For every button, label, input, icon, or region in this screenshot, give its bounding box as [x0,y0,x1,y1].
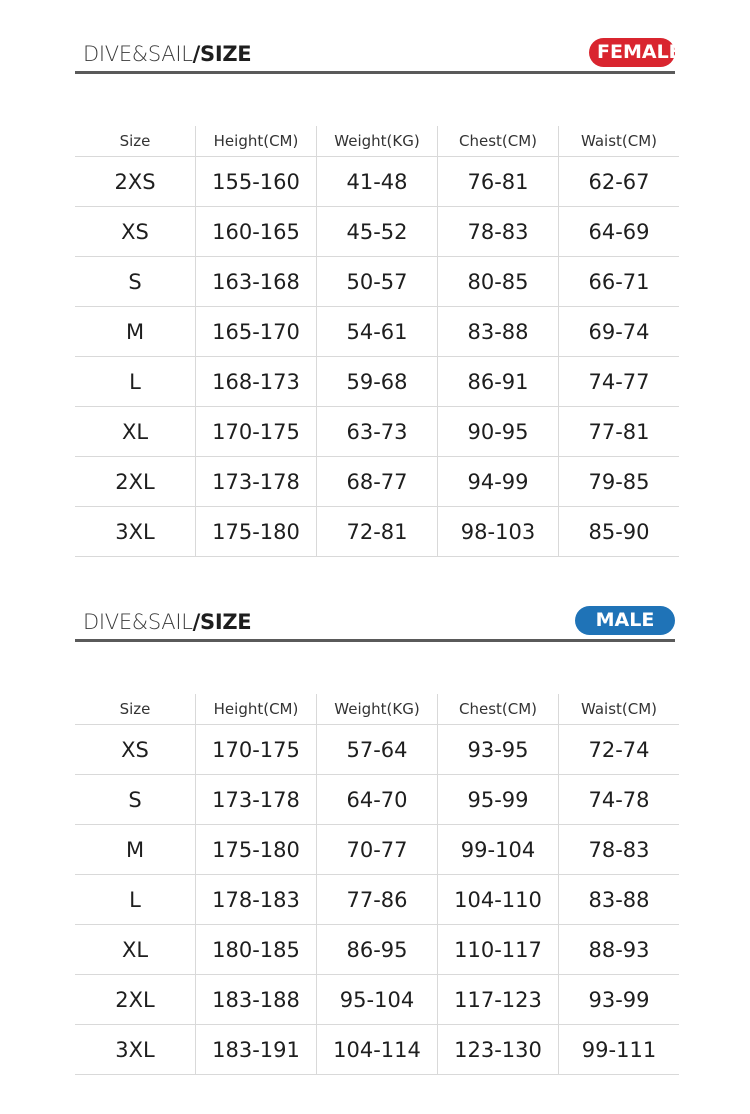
column-header-weight: Weight(KG) [317,694,438,725]
cell-chest: 117-123 [438,975,559,1025]
cell-height: 168-173 [196,357,317,407]
cell-size: 2XL [75,457,196,507]
table-row [75,825,679,875]
male-size-table [75,694,679,1075]
cell-size: XL [75,407,196,457]
cell-waist: 74-77 [559,357,680,407]
brand-size-suffix: /SIZE [192,42,252,66]
cell-height: 173-178 [196,457,317,507]
cell-chest: 98-103 [438,507,559,557]
cell-weight: 50-57 [317,257,438,307]
table-header-row [75,694,679,725]
cell-chest: 93-95 [438,725,559,775]
table-row [75,725,679,775]
cell-chest: 95-99 [438,775,559,825]
male-badge: MALE [575,606,675,635]
cell-waist: 62-67 [559,157,680,207]
cell-waist: 85-90 [559,507,680,557]
cell-waist: 99-111 [559,1025,680,1075]
cell-size: 2XL [75,975,196,1025]
column-header-chest: Chest(CM) [438,694,559,725]
brand-name: DIVE&SAIL [83,42,193,66]
table-header-row [75,126,679,157]
cell-size: 3XL [75,507,196,557]
table-row [75,357,679,407]
cell-height: 163-168 [196,257,317,307]
cell-waist: 74-78 [559,775,680,825]
female-brand-title [83,42,251,66]
cell-height: 165-170 [196,307,317,357]
female-section-header [75,31,682,74]
cell-size: L [75,875,196,925]
cell-waist: 64-69 [559,207,680,257]
column-header-size: Size [75,126,196,157]
cell-chest: 110-117 [438,925,559,975]
cell-chest: 104-110 [438,875,559,925]
column-header-chest: Chest(CM) [438,126,559,157]
cell-chest: 86-91 [438,357,559,407]
cell-waist: 69-74 [559,307,680,357]
cell-height: 175-180 [196,825,317,875]
table-row [75,157,679,207]
brand-name: DIVE&SAIL [83,610,193,634]
table-row [75,257,679,307]
cell-waist: 77-81 [559,407,680,457]
male-section-header [75,599,675,642]
table-row [75,507,679,557]
cell-size: 3XL [75,1025,196,1075]
female-size-table [75,126,679,557]
cell-height: 170-175 [196,725,317,775]
cell-height: 175-180 [196,507,317,557]
cell-weight: 77-86 [317,875,438,925]
cell-size: L [75,357,196,407]
cell-chest: 99-104 [438,825,559,875]
cell-height: 160-165 [196,207,317,257]
cell-height: 180-185 [196,925,317,975]
cell-waist: 79-85 [559,457,680,507]
cell-size: S [75,257,196,307]
cell-weight: 64-70 [317,775,438,825]
table-row [75,457,679,507]
cell-chest: 90-95 [438,407,559,457]
cell-height: 173-178 [196,775,317,825]
cell-height: 183-188 [196,975,317,1025]
table-row [75,207,679,257]
cell-chest: 78-83 [438,207,559,257]
cell-weight: 41-48 [317,157,438,207]
column-header-height: Height(CM) [196,694,317,725]
cell-weight: 57-64 [317,725,438,775]
cell-weight: 59-68 [317,357,438,407]
cell-size: XS [75,725,196,775]
cell-waist: 78-83 [559,825,680,875]
table-row [75,875,679,925]
table-row [75,1025,679,1075]
table-row [75,407,679,457]
female-size-section [75,31,682,544]
cell-weight: 95-104 [317,975,438,1025]
cell-waist: 88-93 [559,925,680,975]
column-header-waist: Waist(CM) [559,126,680,157]
column-header-weight: Weight(KG) [317,126,438,157]
cell-size: M [75,307,196,357]
cell-size: XL [75,925,196,975]
cell-weight: 54-61 [317,307,438,357]
cell-chest: 76-81 [438,157,559,207]
cell-height: 178-183 [196,875,317,925]
column-header-height: Height(CM) [196,126,317,157]
cell-size: M [75,825,196,875]
cell-chest: 80-85 [438,257,559,307]
cell-weight: 72-81 [317,507,438,557]
male-size-section [75,599,675,1062]
table-row [75,975,679,1025]
cell-chest: 94-99 [438,457,559,507]
cell-weight: 86-95 [317,925,438,975]
cell-weight: 45-52 [317,207,438,257]
brand-size-suffix: /SIZE [192,610,252,634]
table-row [75,925,679,975]
table-row [75,307,679,357]
column-header-size: Size [75,694,196,725]
cell-weight: 68-77 [317,457,438,507]
female-badge: FEMALE [589,38,675,67]
cell-weight: 70-77 [317,825,438,875]
cell-waist: 83-88 [559,875,680,925]
male-brand-title [83,610,251,634]
cell-weight: 63-73 [317,407,438,457]
cell-height: 183-191 [196,1025,317,1075]
table-row [75,775,679,825]
cell-size: S [75,775,196,825]
cell-height: 170-175 [196,407,317,457]
cell-weight: 104-114 [317,1025,438,1075]
cell-height: 155-160 [196,157,317,207]
cell-chest: 83-88 [438,307,559,357]
column-header-waist: Waist(CM) [559,694,680,725]
cell-waist: 93-99 [559,975,680,1025]
cell-waist: 66-71 [559,257,680,307]
cell-chest: 123-130 [438,1025,559,1075]
cell-waist: 72-74 [559,725,680,775]
cell-size: XS [75,207,196,257]
cell-size: 2XS [75,157,196,207]
